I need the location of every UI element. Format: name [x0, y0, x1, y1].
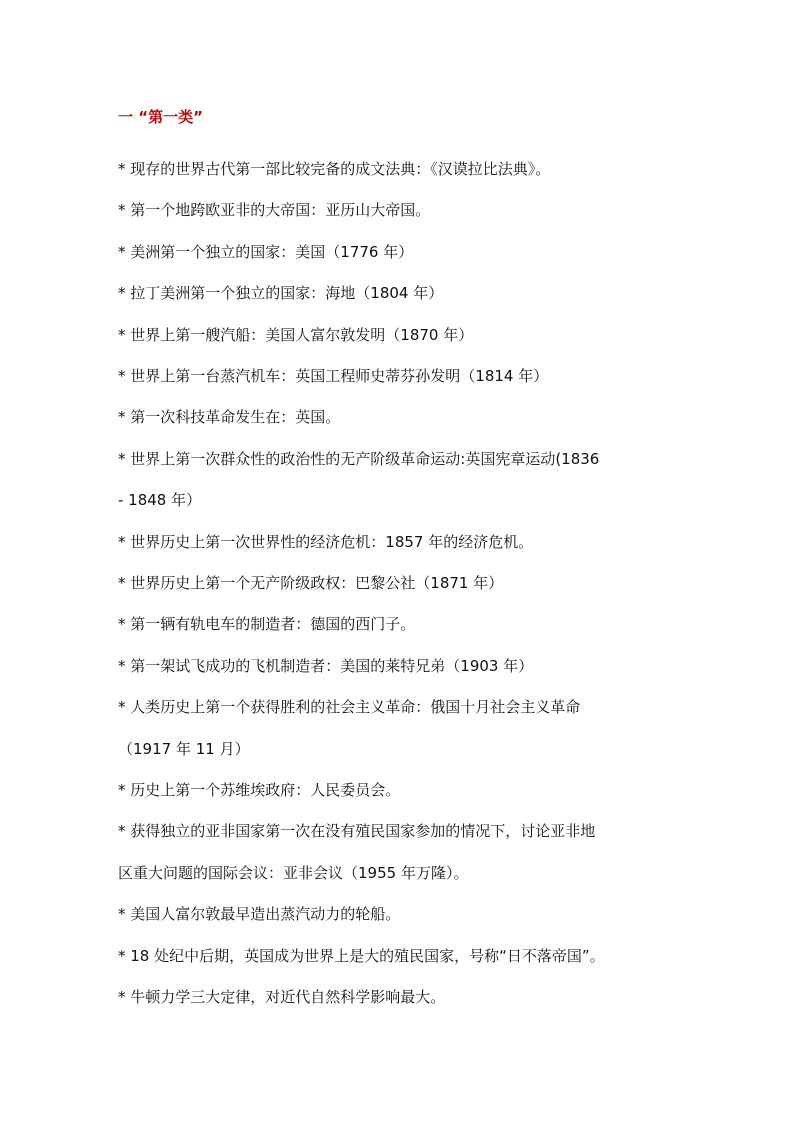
fact-line: * 第一次科技革命发生在：英国。: [118, 408, 341, 427]
fact-line: * 人类历史上第一个获得胜利的社会主义革命：俄国十月社会主义革命: [118, 698, 581, 717]
fact-line: * 拉丁美洲第一个独立的国家：海地（1804 年）: [118, 284, 444, 303]
fact-line: * 18 处纪中后期，英国成为世界上是大的殖民国家，号称“日不落帝国”。: [118, 946, 605, 965]
fact-line: * 世界历史上第一个无产阶级政权：巴黎公社（1871 年）: [118, 574, 504, 592]
fact-line: * 获得独立的亚非国家第一次在没有殖民国家参加的情况下，讨论亚非地: [118, 822, 596, 841]
fact-list: [118, 128, 684, 1028]
fact-line: * 现存的世界古代第一部比较完备的成文法典：《汉谟拉比法典》。: [118, 160, 551, 178]
section-heading: 一 “第一类”: [118, 108, 203, 126]
fact-line: * 世界历史上第一次世界性的经济危机：1857 年的经济危机。: [118, 532, 534, 551]
fact-line: * 牛顿力学三大定律，对近代自然科学影响最大。: [118, 988, 446, 1006]
fact-line: * 历史上第一个苏维埃政府：人民委员会。: [118, 781, 401, 799]
fact-line: （1917 年 11 月）: [118, 739, 250, 758]
fact-line: * 美国人富尔敦最早造出蒸汽动力的轮船。: [118, 905, 401, 924]
fact-line: * 世界上第一次群众性的政治性的无产阶级革命运动:英国宪章运动(1836: [118, 449, 600, 468]
fact-line: * 世界上第一台蒸汽机车：英国工程师史蒂芬孙发明（1814 年）: [118, 367, 549, 385]
fact-line: * 美洲第一个独立的国家：美国（1776 年）: [118, 242, 414, 261]
document-content: [118, 107, 684, 1028]
fact-line: * 第一个地跨欧亚非的大帝国：亚历山大帝国。: [118, 201, 431, 220]
fact-line: 区重大问题的国际会议：亚非会议（1955 年万隆）。: [118, 863, 469, 882]
fact-line: - 1848 年）: [118, 491, 202, 510]
fact-line: * 第一辆有轨电车的制造者：德国的西门子。: [118, 615, 416, 634]
fact-line: * 第一架试飞成功的飞机制造者：美国的莱特兄弟（1903 年）: [118, 656, 534, 675]
fact-line: * 世界上第一艘汽船：美国人富尔敦发明（1870 年）: [118, 325, 474, 344]
